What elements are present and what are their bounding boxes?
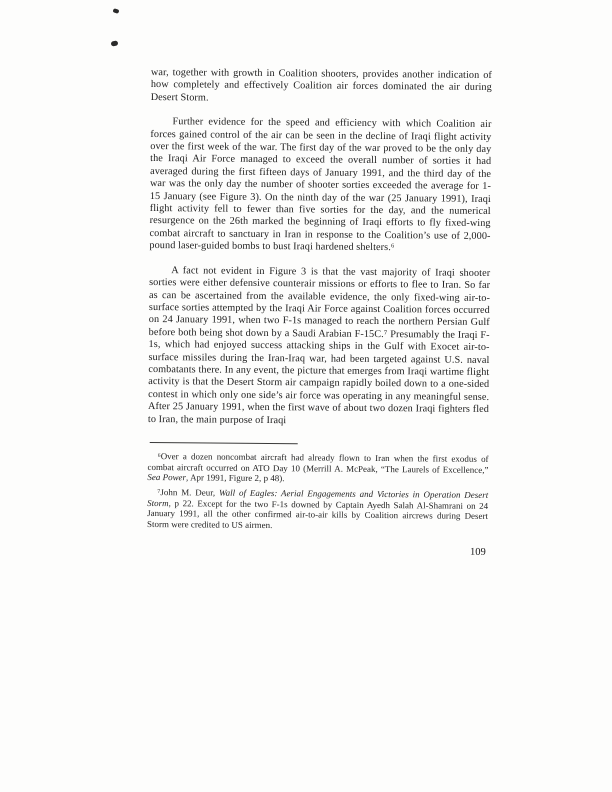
footnote-6 (147, 451, 488, 486)
body-paragraph-3: A fact not evident in Figure 3 is that the vast majority of Iraqi shooter sorties were either defensive counterair missions or efforts to flee to Iran. So far as can be ascertained from the available evidence, the only fixed-wing air-to-surface sorties attempted by the Iraqi Air Force against Coalition forces occurred on 24 January 1991, when two F-1s managed to reach the northern Persian Gulf before both being shot down by a Saudi Arabian F-15C.⁷ Presumably the Iraqi F-1s, which had enjoyed success attacking ships in the Gulf with Exocet air-to-surface missiles during the Iran-Iraq war, had been targeted against U.S. naval combatants there. In any event, the picture that emerges from Iraqi wartime flight activity is that the Desert Storm air campaign rapidly boiled down to a one-sided contest in which only one side’s air force was operating in any meaningful sense. After 25 January 1991, when the first wave of about two dozen Iraqi fighters fled to Iran, the main purpose of Iraqi (147, 264, 491, 426)
footnote-6-text: ⁶Over a dozen noncombat aircraft had already flown to Iran when the first exodus of combat aircraft occurred on ATO Day 10 (Merrill A. McPeak, “The Laurels of Excellence,” (147, 451, 489, 475)
footnote-6-title-italic: Sea Power (147, 472, 187, 483)
body-paragraph-1: war, together with growth in Coalition shooters, provides another indication of how completely and effectively Coalition air forces dominated the air during Desert Storm. (150, 67, 492, 104)
footnote-7-title-italic: Wall of Eagles: Aerial Engagements and Victories in Operation Desert Storm (147, 487, 489, 508)
page-number: 109 (469, 546, 486, 558)
scan-artifact (111, 40, 119, 46)
footnote-7-text-end: , p 22. Except for the two F-1s downed by Captain Ayedh Salah Al-Shamrani on 24 January 1991, all the other confirmed air-to-air kills by Coalition aircrews during Desert Storm were credited to US airmen. (146, 497, 489, 531)
body-paragraph-2: Further evidence for the speed and efficiency with which Coalition air forces gained control of the air can be seen in the decline of Iraqi flight activity over the first week of the war. The first day of the war proved to be the only day the Iraqi Air Force managed to exceed the overall number of sorties it had averaged during the first fifteen days of January 1991, and the third day of the war was the only day the number of shooter sorties exceeded the average for 1-15 January (see Figure 3). On the ninth day of the war (25 January 1991), Iraqi flight activity fell to fewer than five sorties for the day, and the numerical resurgence on the 26th marked the beginning of Iraqi efforts to fly fixed-wing combat aircraft to sanctuary in Iran in response to the Coalition’s use of 2,000-pound laser-guided bombs to bust Iraqi hardened shelters.⁶ (149, 116, 492, 254)
text-block (147, 67, 492, 558)
footnote-7 (147, 487, 488, 533)
footnote-area (147, 442, 489, 533)
scan-artifact (113, 8, 120, 14)
footnote-separator (150, 442, 298, 444)
footnote-7-text: ⁷John M. Deur, (157, 487, 220, 498)
footnote-6-text-end: , Apr 1991, Figure 2, p 48). (186, 472, 285, 484)
